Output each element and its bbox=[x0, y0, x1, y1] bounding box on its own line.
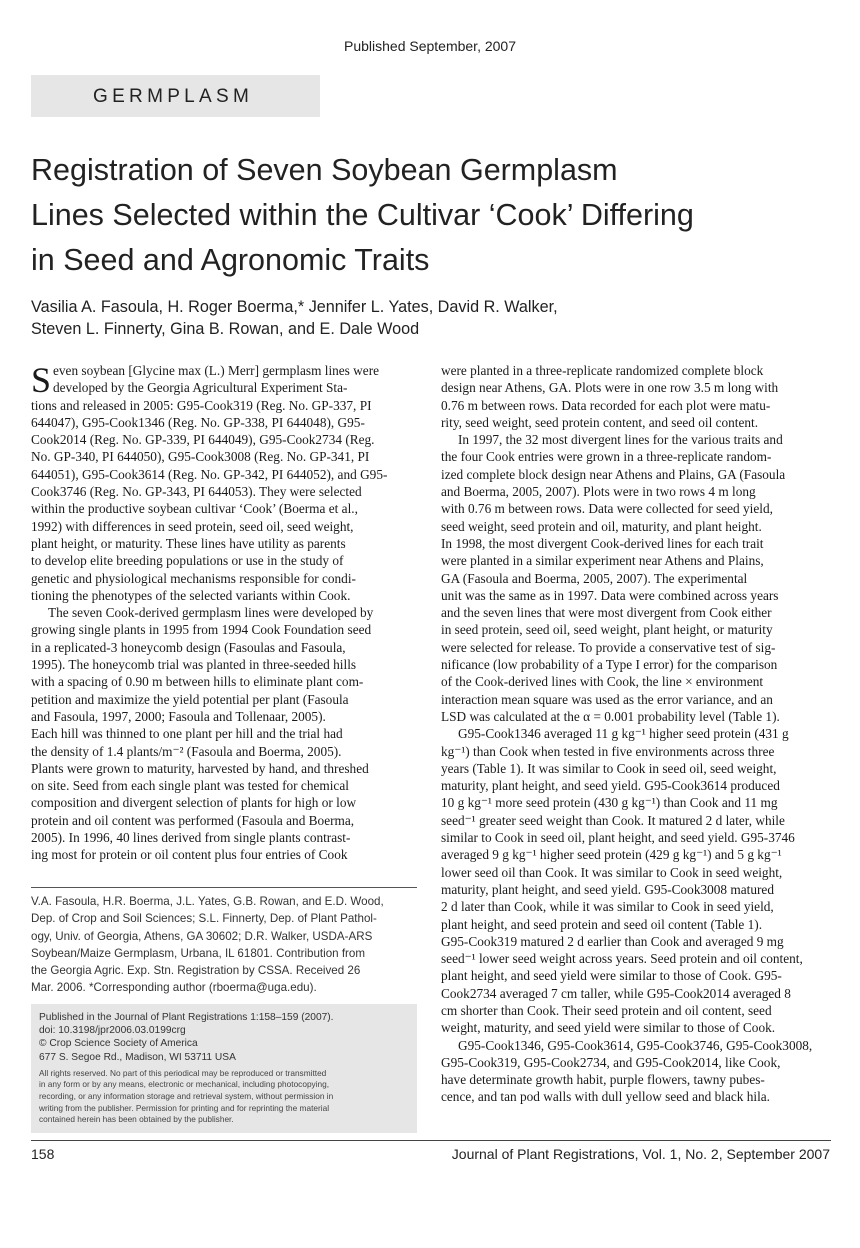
publication-info-line: Published in the Journal of Plant Registrations 1:158–159 (2007). bbox=[39, 1012, 334, 1023]
body-text-line: G95-Cook1346 averaged 11 g kg⁻¹ higher seed protein (431 g bbox=[458, 726, 789, 742]
body-text-line: and Boerma, 2005, 2007). Plots were in two rows 4 m long bbox=[441, 484, 756, 500]
body-text-line: petition and maximize the yield potential per plant (Fasoula bbox=[31, 691, 349, 707]
body-text-line: design near Athens, GA. Plots were in one row 3.5 m long with bbox=[441, 380, 779, 396]
body-text-line: the four Cook entries were grown in a three-replicate random- bbox=[441, 449, 772, 465]
body-text-line: to develop elite breeding populations or use in the study of bbox=[31, 553, 344, 569]
body-text-line: 10 g kg⁻¹ more seed protein (430 g kg⁻¹) than Cook and 11 mg bbox=[441, 795, 778, 811]
body-text-line: years (Table 1). It was similar to Cook in seed oil, seed weight, bbox=[441, 760, 777, 776]
body-text-line: plant height, and seed yield were similar to those of Cook. G95- bbox=[441, 968, 782, 984]
body-text-line: cm shorter than Cook. Their seed protein and oil content, seed bbox=[441, 1002, 772, 1018]
body-text-line: Cook2734 averaged 7 cm taller, while G95-Cook2014 averaged 8 bbox=[441, 985, 791, 1001]
body-text-line: 644051), G95-Cook3614 (Reg. No. GP-342, PI 644052), and G95- bbox=[31, 466, 388, 482]
body-text-line: lower seed oil than Cook. It was similar to Cook in seed weight, bbox=[441, 864, 783, 880]
body-column-left bbox=[31, 362, 416, 864]
body-text-line: of the Cook-derived lines with Cook, the line × environment bbox=[441, 674, 764, 690]
body-text-line: ing most for protein or oil content plus four entries of Cook bbox=[31, 847, 348, 863]
body-text-line: averaged 9 g kg⁻¹ higher seed protein (429 g kg⁻¹) and 5 g kg⁻¹ bbox=[441, 847, 782, 863]
doi-line: doi: 10.3198/jpr2006.03.0199crg bbox=[39, 1025, 186, 1037]
body-text-line: maturity, plant height, and seed yield. G95-Cook3008 matured bbox=[441, 881, 774, 897]
body-text-line: developed by the Georgia Agricultural Experiment Sta- bbox=[53, 380, 348, 396]
body-text-line: in a replicated-3 honeycomb design (Fasoulas and Fasoula, bbox=[31, 639, 346, 655]
affiliation-footnote bbox=[31, 893, 417, 997]
address-line: 677 S. Segoe Rd., Madison, WI 53711 USA bbox=[39, 1051, 236, 1063]
body-text-line: with a spacing of 0.90 m between hills to eliminate plant com- bbox=[31, 674, 364, 690]
affiliation-line: ogy, Univ. of Georgia, Athens, GA 30602; D.R. Walker, USDA-ARS bbox=[31, 929, 373, 943]
body-text-line: kg⁻¹) than Cook when tested in five environments across three bbox=[441, 743, 775, 759]
author-list bbox=[31, 296, 831, 340]
body-text-line: genetic and physiological mechanisms responsible for condi- bbox=[31, 570, 356, 586]
body-text-line: on site. Seed from each single plant was tested for chemical bbox=[31, 778, 349, 794]
rights-line: All rights reserved. No part of this periodical may be reproduced or transmitted bbox=[39, 1067, 327, 1078]
article-title bbox=[31, 148, 841, 283]
body-text-line: 0.76 m between rows. Data recorded for each plot were matu- bbox=[441, 397, 771, 413]
body-text-line: weight, maturity, and seed yield were similar to those of Cook. bbox=[441, 1020, 776, 1036]
body-text-line: tioning the phenotypes of the selected variants within Cook. bbox=[31, 587, 351, 603]
body-column-right bbox=[441, 362, 831, 1106]
body-text-line: GA (Fasoula and Boerma, 2005, 2007). The experimental bbox=[441, 570, 748, 586]
title-line: Registration of Seven Soybean Germplasm bbox=[31, 153, 618, 187]
body-text-line: 1995). The honeycomb trial was planted in three-seeded hills bbox=[31, 657, 357, 673]
author-line: Steven L. Finnerty, Gina B. Rowan, and E. Dale Wood bbox=[31, 320, 420, 338]
body-text-line: 1992) with differences in seed protein, seed oil, seed weight, bbox=[31, 518, 354, 534]
drop-cap: S bbox=[31, 360, 52, 400]
body-text-line: 644047), G95-Cook1346 (Reg. No. GP-338, PI 644048), G95- bbox=[31, 414, 365, 430]
body-text-line: 2005). In 1996, 40 lines derived from single plants contrast- bbox=[31, 830, 351, 846]
body-text-line: Cook2014 (Reg. No. GP-339, PI 644049), G95-Cook2734 (Reg. bbox=[31, 432, 375, 448]
publication-info-text bbox=[39, 1011, 411, 1126]
body-text-line: similar to Cook in seed oil, plant height, and seed yield. G95-3746 bbox=[441, 830, 795, 846]
body-text-line: In 1998, the most divergent Cook-derived lines for each trait bbox=[441, 535, 764, 551]
body-text-line: have determinate growth habit, purple flowers, tawny pubes- bbox=[441, 1072, 765, 1088]
body-text-line: growing single plants in 1995 from 1994 Cook Foundation seed bbox=[31, 622, 372, 638]
author-line: Vasilia A. Fasoula, H. Roger Boerma,* Jennifer L. Yates, David R. Walker, bbox=[31, 298, 558, 316]
body-text-line: and Fasoula, 1997, 2000; Fasoula and Tollenaar, 2005). bbox=[31, 708, 326, 724]
copyright-line: © Crop Science Society of America bbox=[39, 1038, 198, 1050]
body-text-line: G95-Cook319, G95-Cook2734, and G95-Cook2014, like Cook, bbox=[441, 1054, 781, 1070]
rights-line: contained herein has been obtained by the publisher. bbox=[39, 1114, 234, 1125]
body-text-line: Each hill was thinned to one plant per hill and the trial had bbox=[31, 726, 343, 742]
page-number: 158 bbox=[31, 1146, 55, 1162]
footer-divider bbox=[31, 1140, 831, 1141]
body-text-line: were selected for release. To provide a conservative test of sig- bbox=[441, 639, 776, 655]
body-text-line: ized complete block design near Athens and Plains, GA (Fasoula bbox=[441, 466, 786, 482]
affiliation-line: the Georgia Agric. Exp. Stn. Registration by CSSA. Received 26 bbox=[31, 964, 361, 978]
body-text-line: Plants were grown to maturity, harvested by hand, and threshed bbox=[31, 760, 369, 776]
affiliation-line: Soybean/Maize Germplasm, Urbana, IL 61801. Contribution from bbox=[31, 946, 366, 960]
body-text-line: within the productive soybean cultivar ‘Cook’ (Boerma et al., bbox=[31, 501, 358, 517]
affiliation-divider bbox=[31, 887, 417, 888]
body-text-line: maturity, plant height, and seed yield. G95-Cook3614 produced bbox=[441, 778, 780, 794]
title-line: in Seed and Agronomic Traits bbox=[31, 243, 430, 277]
body-text-line: plant height, and seed protein and seed oil content (Table 1). bbox=[441, 916, 763, 932]
body-text-line: composition and divergent selection of plants for high or low bbox=[31, 795, 357, 811]
rights-line: in any form or by any means, electronic or mechanical, including photocopying, bbox=[39, 1079, 330, 1090]
body-text-line: seed⁻¹ lower seed weight across years. Seed protein and oil content, bbox=[441, 951, 803, 967]
body-text-line: interaction mean square was used as the error variance, and an bbox=[441, 691, 773, 707]
journal-citation-footer: Journal of Plant Registrations, Vol. 1, No. 2, September 2007 bbox=[451, 1146, 830, 1162]
body-text-line: nificance (low probability of a Type I error) for the comparison bbox=[441, 657, 778, 673]
body-text-line: and the seven lines that were most divergent from Cook either bbox=[441, 605, 772, 621]
body-text-line: tions and released in 2005: G95-Cook319 (Reg. No. GP-337, PI bbox=[31, 397, 372, 413]
affiliation-line: Mar. 2006. *Corresponding author (rboerma@uga.edu). bbox=[31, 981, 317, 995]
body-text-line: G95-Cook1346, G95-Cook3614, G95-Cook3746, G95-Cook3008, bbox=[458, 1037, 813, 1053]
rights-line: recording, or any information storage and retrieval system, without permission in bbox=[39, 1091, 334, 1101]
section-label: GERMPLASM bbox=[93, 86, 254, 107]
body-text-line: in seed protein, seed oil, seed weight, plant height, or maturity bbox=[441, 622, 773, 638]
body-text-line: protein and oil content was performed (Fasoula and Boerma, bbox=[31, 812, 355, 828]
body-text-line: Cook3746 (Reg. No. GP-343, PI 644053). They were selected bbox=[31, 484, 362, 500]
body-text-line: even soybean [Glycine max (L.) Merr] germplasm lines were bbox=[53, 363, 380, 378]
body-text-line: with 0.76 m between rows. Data were collected for seed yield, bbox=[441, 501, 773, 517]
body-text-line: 2 d later than Cook, while it was similar to Cook in seed yield, bbox=[441, 899, 774, 915]
body-text-line: seed weight, seed protein and oil, maturity, and plant height. bbox=[441, 518, 762, 534]
body-text-line: The seven Cook-derived germplasm lines were developed by bbox=[48, 605, 374, 621]
published-date-note: Published September, 2007 bbox=[343, 38, 516, 54]
body-text-line: seed⁻¹ greater seed weight than Cook. It matured 2 d later, while bbox=[441, 812, 785, 828]
body-text-line: were planted in a similar experiment near Athens and Plains, bbox=[441, 553, 764, 569]
body-text-line: cence, and tan pod walls with dull yellow seed and black hila. bbox=[441, 1089, 771, 1105]
rights-line: writing from the publisher. Permission for printing and for reprinting the material bbox=[39, 1102, 330, 1113]
affiliation-line: Dep. of Crop and Soil Sciences; S.L. Finnerty, Dep. of Plant Pathol- bbox=[31, 912, 377, 926]
body-text-line: No. GP-340, PI 644050), G95-Cook3008 (Reg. No. GP-341, PI bbox=[31, 449, 370, 465]
body-text-line: were planted in a three-replicate randomized complete block bbox=[441, 363, 764, 378]
affiliation-line: V.A. Fasoula, H.R. Boerma, J.L. Yates, G.B. Rowan, and E.D. Wood, bbox=[31, 895, 384, 908]
body-text-line: In 1997, the 32 most divergent lines for the various traits and bbox=[458, 432, 783, 448]
first-paragraph-start bbox=[31, 362, 416, 864]
title-line: Lines Selected within the Cultivar ‘Cook’ Differing bbox=[31, 198, 694, 232]
body-text-line: G95-Cook319 matured 2 d earlier than Cook and averaged 9 mg bbox=[441, 933, 784, 949]
body-text-line: unit was the same as in 1997. Data were combined across years bbox=[441, 587, 779, 603]
body-text-line: LSD was calculated at the α = 0.001 probability level (Table 1). bbox=[441, 708, 780, 724]
body-text-line: rity, seed weight, seed protein content, and seed oil content. bbox=[441, 414, 759, 430]
body-text-line: plant height, or maturity. These lines have utility as parents bbox=[31, 535, 346, 551]
body-text-line: the density of 1.4 plants/m⁻² (Fasoula and Boerma, 2005). bbox=[31, 743, 342, 759]
